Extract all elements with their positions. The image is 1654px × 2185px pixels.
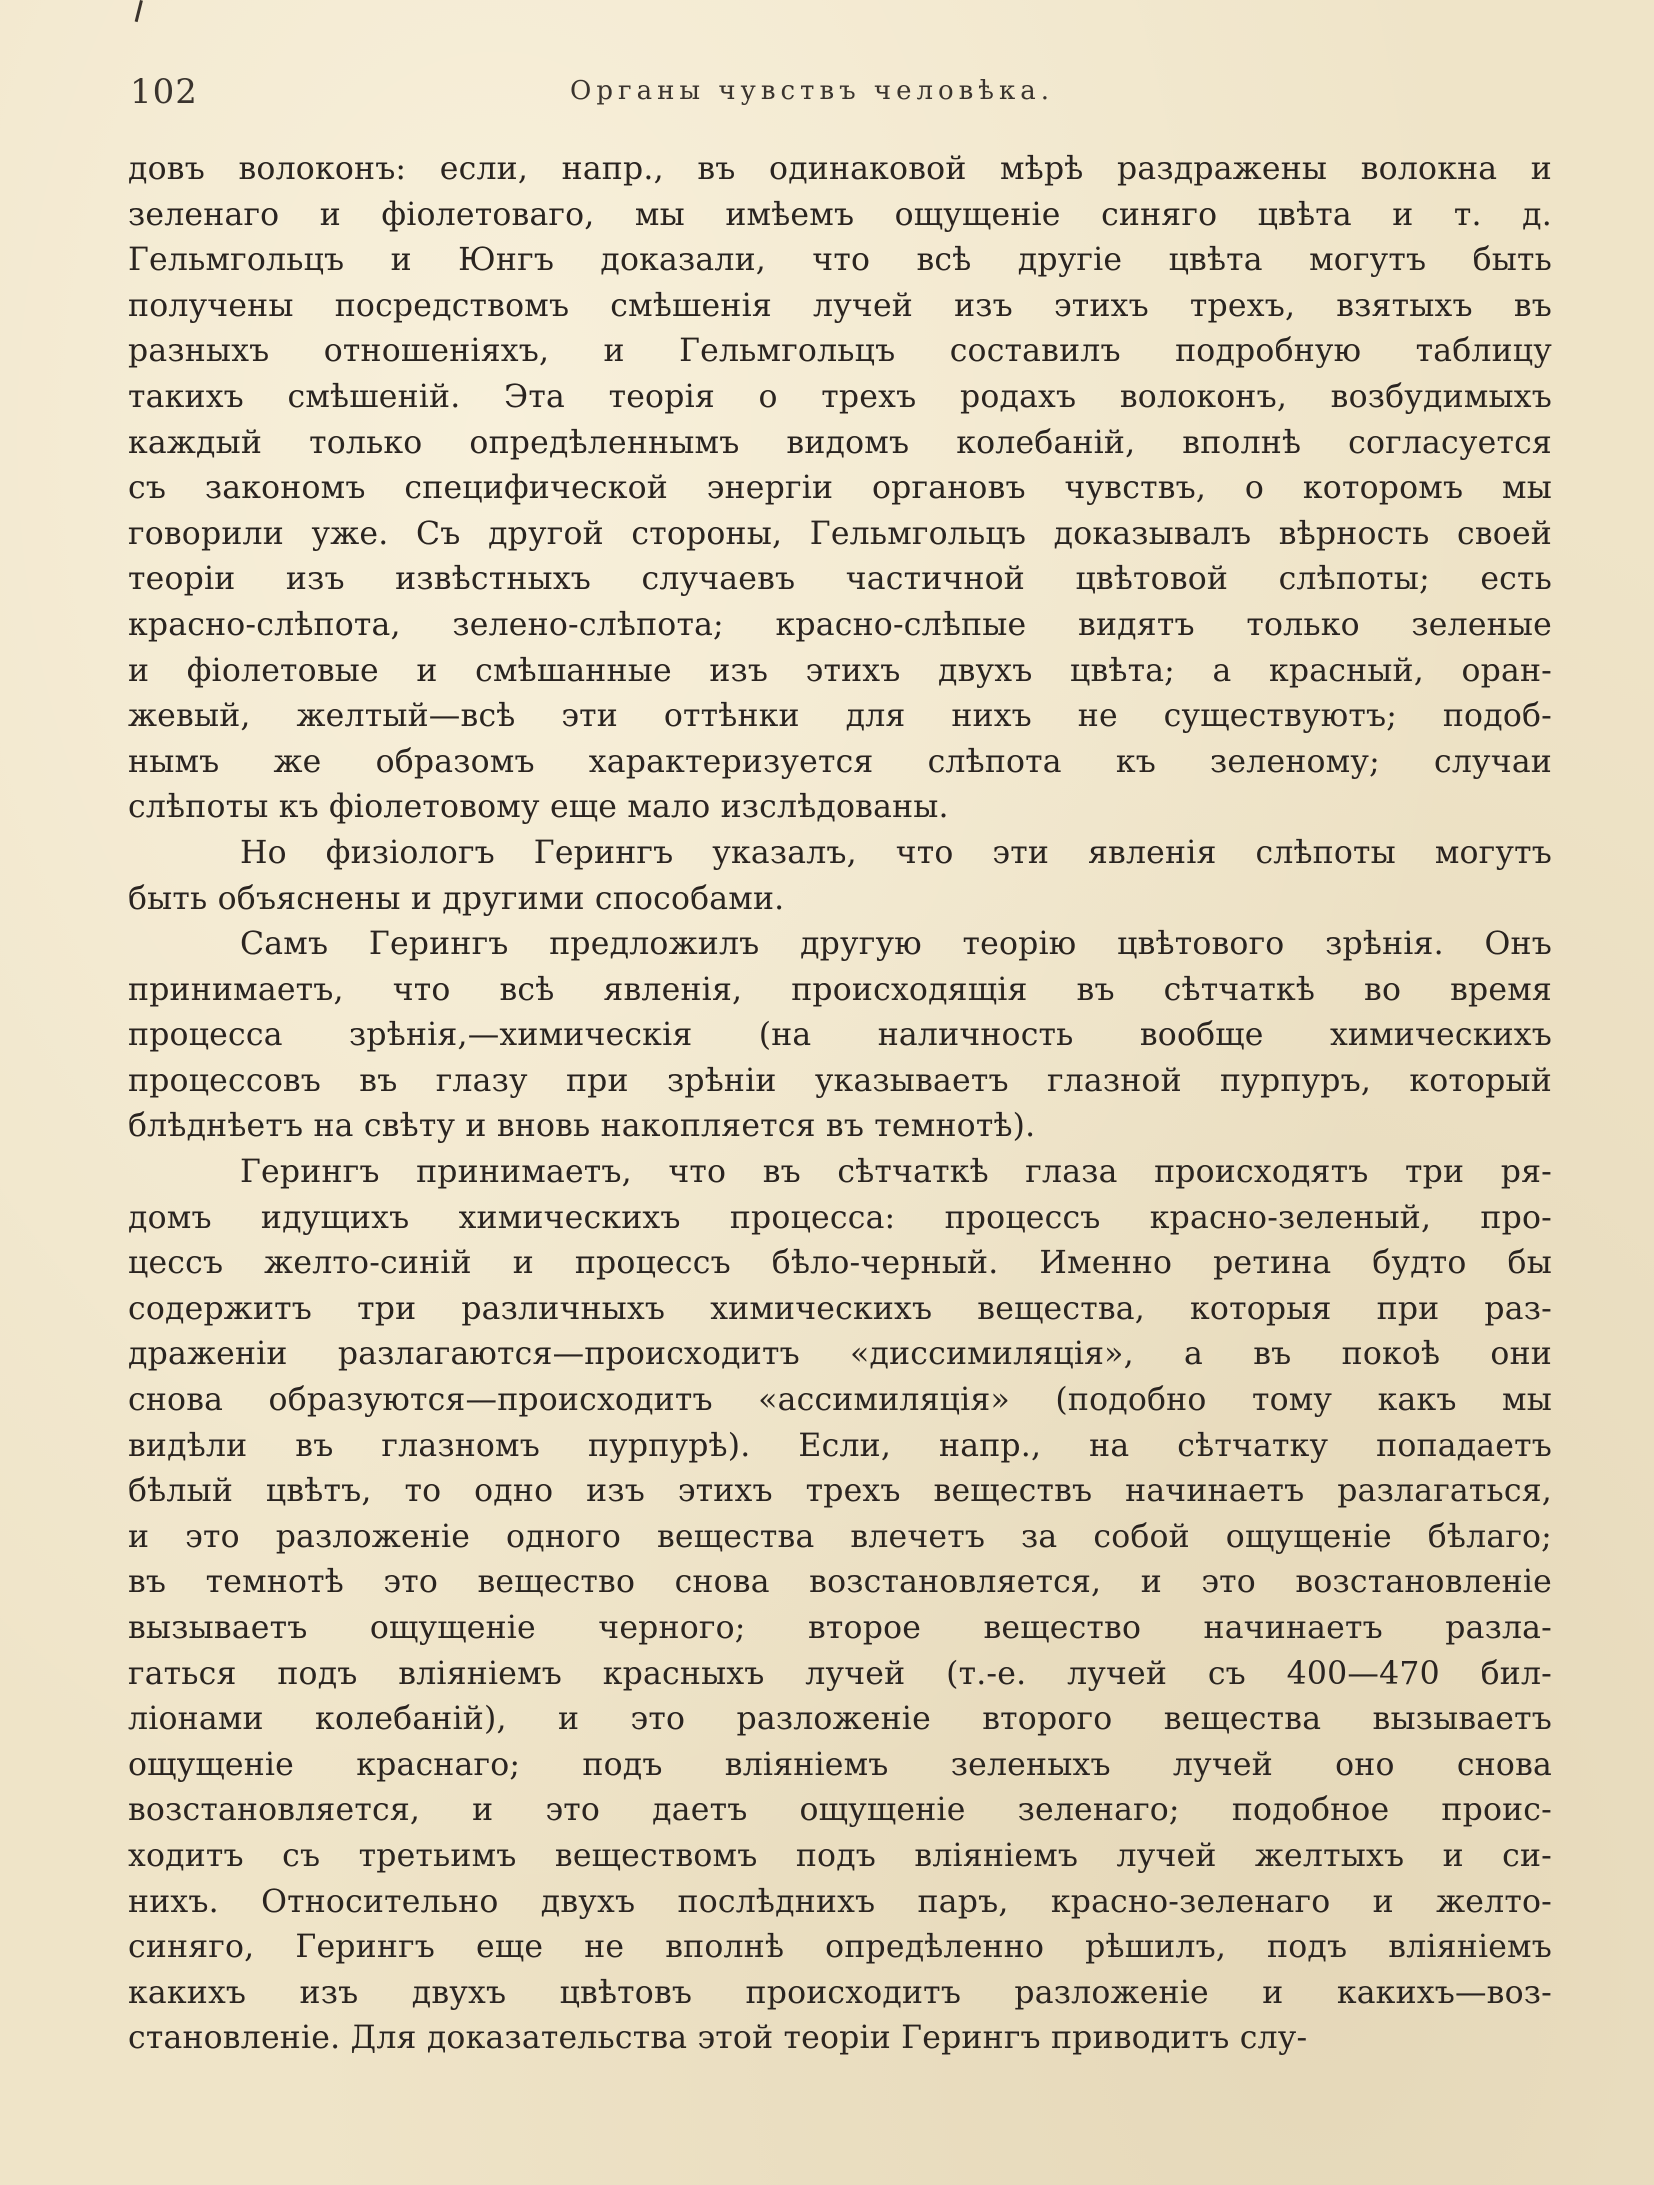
text-line: съ закономъ специфической энергіи органовъ чувствъ, о которомъ мы xyxy=(128,470,1552,507)
text-line: ощущеніе краснаго; подъ вліяніемъ зеленыхъ лучей оно снова xyxy=(128,1746,1552,1783)
text-line: теоріи изъ извѣстныхъ случаевъ частичной цвѣтовой слѣпоты; есть xyxy=(128,561,1552,598)
text-line: принимаетъ, что всѣ явленія, происходящія въ сѣтчаткѣ во время xyxy=(128,971,1552,1008)
text-line: Самъ Герингъ предложилъ другую теорію цвѣтового зрѣнія. Онъ xyxy=(240,926,1552,963)
text-line: жевый, желтый—всѣ эти оттѣнки для нихъ не существуютъ; подоб- xyxy=(128,698,1552,735)
text-line: Герингъ принимаетъ, что въ сѣтчаткѣ глаза происходятъ три ря- xyxy=(240,1154,1552,1191)
text-line: слѣпоты къ фіолетовому еще мало изслѣдованы. xyxy=(128,789,949,826)
text-line: синяго, Герингъ еще не вполнѣ опредѣленно рѣшилъ, подъ вліяніемъ xyxy=(128,1929,1552,1966)
text-line: красно-слѣпота, зелено-слѣпота; красно-слѣпые видятъ только зеленые xyxy=(128,606,1552,643)
text-line: процесса зрѣнія,—химическія (на наличность вообще химическихъ xyxy=(128,1017,1552,1054)
page-number: 102 xyxy=(130,72,198,112)
text-line: вызываетъ ощущеніе черного; второе вещество начинаетъ разла- xyxy=(128,1610,1552,1646)
text-line: возстановляется, и это даетъ ощущеніе зеленаго; подобное проис- xyxy=(128,1792,1552,1829)
text-line: довъ волоконъ: если, напр., въ одинаковой мѣрѣ раздражены волокна и xyxy=(128,151,1552,187)
text-line: зеленаго и фіолетоваго, мы имѣемъ ощущеніе синяго цвѣта и т. д. xyxy=(128,196,1552,233)
text-line: такихъ смѣшеній. Эта теорія о трехъ родахъ волоконъ, возбудимыхъ xyxy=(128,378,1552,415)
paragraph xyxy=(128,922,1552,1150)
text-line: нихъ. Относительно двухъ послѣднихъ паръ, красно-зеленаго и желто- xyxy=(128,1883,1552,1920)
text-line: блѣднѣетъ на свѣту и вновь накопляется въ темнотѣ). xyxy=(128,1108,1036,1145)
paragraph xyxy=(128,1150,1552,2062)
text-line: гаться подъ вліяніемъ красныхъ лучей (т.-е. лучей съ 400—470 бил- xyxy=(128,1655,1552,1692)
text-line: получены посредствомъ смѣшенія лучей изъ этихъ трехъ, взятыхъ въ xyxy=(128,287,1552,324)
text-line: драженіи разлагаются—происходитъ «диссимиляція», а въ покоѣ они xyxy=(128,1336,1552,1373)
page-header xyxy=(130,72,1550,116)
text-line: каждый только опредѣленнымъ видомъ колебаній, вполнѣ согласуется xyxy=(128,424,1552,461)
text-line: Гельмгольцъ и Юнгъ доказали, что всѣ другіе цвѣта могутъ быть xyxy=(128,242,1552,279)
text-line: Но физіологъ Герингъ указалъ, что эти явленія слѣпоты могутъ xyxy=(240,834,1552,871)
paragraph xyxy=(128,147,1552,831)
text-line: въ темнотѣ это вещество снова возстановляется, и это возстановленіе xyxy=(128,1564,1552,1601)
text-line: ходитъ съ третьимъ веществомъ подъ вліяніемъ лучей желтыхъ и си- xyxy=(128,1837,1552,1874)
text-line: становленіе. Для доказательства этой теоріи Герингъ приводитъ слу- xyxy=(128,2020,1308,2057)
text-line: домъ идущихъ химическихъ процесса: процессъ красно-зеленый, про- xyxy=(128,1199,1552,1236)
running-title: Органы чувствъ человѣка. xyxy=(570,76,1054,106)
paragraph xyxy=(128,831,1552,922)
text-line: какихъ изъ двухъ цвѣтовъ происходитъ разложеніе и какихъ—воз- xyxy=(128,1974,1552,2011)
text-line: нымъ же образомъ характеризуется слѣпота къ зеленому; случаи xyxy=(128,743,1552,780)
text-line: процессовъ въ глазу при зрѣніи указываетъ глазной пурпуръ, который xyxy=(128,1062,1552,1099)
text-line: снова образуются—происходитъ «ассимиляція» (подобно тому какъ мы xyxy=(128,1382,1552,1419)
text-line: видѣли въ глазномъ пурпурѣ). Если, напр., на сѣтчатку попадаетъ xyxy=(128,1427,1552,1464)
text-line: говорили уже. Съ другой стороны, Гельмгольцъ доказывалъ вѣрность своей xyxy=(128,515,1552,552)
text-line: ліонами колебаній), и это разложеніе второго вещества вызываетъ xyxy=(128,1701,1552,1738)
text-line: разныхъ отношеніяхъ, и Гельмгольцъ составилъ подробную таблицу xyxy=(128,333,1552,370)
body-text xyxy=(128,147,1552,2062)
text-line: и это разложеніе одного вещества влечетъ за собой ощущеніе бѣлаго; xyxy=(128,1518,1552,1555)
text-line: и фіолетовые и смѣшанные изъ этихъ двухъ цвѣта; а красный, оран- xyxy=(128,652,1552,689)
text-line: содержитъ три различныхъ химическихъ вещества, которыя при раз- xyxy=(128,1290,1552,1327)
page-corner-mark xyxy=(135,0,143,22)
text-line: цессъ желто-синій и процессъ бѣло-черный. Именно ретина будто бы xyxy=(128,1245,1552,1282)
text-line: быть объяснены и другими способами. xyxy=(128,880,785,917)
text-line: бѣлый цвѣтъ, то одно изъ этихъ трехъ веществъ начинаетъ разлагаться, xyxy=(128,1473,1552,1510)
